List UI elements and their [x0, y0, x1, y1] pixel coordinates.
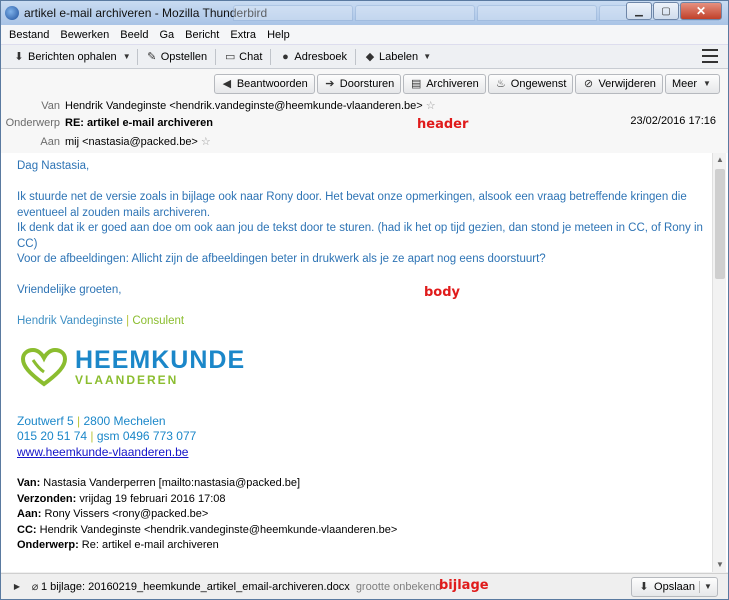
quoted-from-label: Van:	[17, 477, 41, 489]
logo-text	[75, 347, 245, 389]
app-menu-icon[interactable]	[702, 49, 718, 63]
paragraph-1: Ik stuurde net de versie zoals in bijlage ook naar Rony door. Het bevat onze opmerkingen, alsook een vraag betreffende kringen die eventueel al zouden mails archiveren.	[17, 191, 687, 219]
star-icon[interactable]: ☆	[200, 136, 211, 148]
delete-button[interactable]	[575, 74, 662, 94]
menu-extra[interactable]: Extra	[230, 28, 257, 41]
menu-beeld[interactable]: Beeld	[120, 28, 149, 41]
compose-label: Opstellen	[160, 50, 208, 63]
quoted-from-value: Nastasia Vanderperren [mailto:nastasia@packed.be]	[40, 477, 301, 489]
quoted-to-label: Aan:	[17, 508, 42, 520]
signature-line	[17, 314, 707, 330]
forward-button[interactable]	[317, 74, 401, 94]
reply-label: Beantwoorden	[236, 78, 308, 90]
from-value[interactable]: Hendrik Vandeginste <hendrik.vandeginste@heemkunde-vlaanderen.be>	[65, 99, 423, 112]
separator-pipe: |	[73, 413, 84, 428]
heemkunde-logo	[21, 336, 707, 400]
address-street: Zoutwerf 5	[17, 413, 74, 428]
subject-value: RE: artikel e-mail archiveren	[65, 117, 213, 129]
quoted-from	[17, 476, 707, 492]
subject-label: Onderwerp	[5, 117, 60, 129]
menu-bestand[interactable]: Bestand	[9, 28, 50, 41]
quoted-sent	[17, 492, 707, 508]
quoted-subject-label: Onderwerp:	[17, 539, 79, 551]
thunderbird-icon	[5, 6, 19, 20]
chevron-down-icon: ▼	[423, 51, 432, 61]
to-row	[1, 135, 211, 148]
main-toolbar	[1, 45, 728, 69]
signature-role: Consulent	[132, 315, 185, 327]
chevron-down-icon: ▼	[703, 79, 711, 88]
tag-label: Labelen	[379, 50, 419, 63]
quoted-cc-label: CC:	[17, 523, 37, 536]
quoted-cc-value: Hendrik Vandeginste <hendrik.vandeginste@heemkunde-vlaanderen.be>	[36, 523, 398, 536]
tag-button[interactable]	[360, 47, 437, 67]
compose-button[interactable]	[142, 47, 211, 67]
scroll-down-icon[interactable]: ▼	[716, 560, 724, 569]
annotation-attachment: bijlage	[439, 578, 489, 593]
star-icon[interactable]: ☆	[425, 100, 436, 112]
phone-number: 015 20 51 74	[17, 429, 88, 443]
subject-row	[1, 117, 213, 129]
quoted-sent-value: vrijdag 19 februari 2016 17:08	[76, 492, 226, 505]
scroll-up-icon[interactable]: ▲	[716, 155, 724, 164]
quoted-to-value: Rony Vissers <rony@packed.be>	[41, 508, 209, 520]
get-messages-label: Berichten ophalen	[28, 50, 117, 63]
person-icon: ●	[282, 50, 289, 63]
maximize-button[interactable]: ▢	[653, 2, 679, 20]
annotation-body: body	[424, 285, 461, 300]
junk-label: Ongewenst	[510, 78, 567, 90]
pencil-icon: ✎	[147, 50, 157, 63]
get-messages-button[interactable]	[9, 47, 121, 67]
delete-label: Verwijderen	[598, 78, 656, 90]
toolbar-separator	[355, 49, 356, 65]
more-button[interactable]	[665, 74, 720, 94]
minimize-button[interactable]: ▁	[626, 2, 652, 20]
closing: Vriendelijke groeten,	[17, 284, 122, 296]
chevron-down-icon[interactable]: ▼	[699, 581, 713, 593]
download-icon: ⬇	[639, 581, 649, 593]
message-content	[17, 159, 707, 554]
chevron-down-icon[interactable]: ▼	[122, 51, 131, 61]
attachment-label[interactable]: 1 bijlage: 20160219_heemkunde_artikel_email-archiveren.docx	[41, 580, 350, 593]
forward-label: Doorsturen	[339, 78, 395, 90]
message-body	[1, 153, 728, 572]
menu-bewerken[interactable]: Bewerken	[60, 28, 110, 41]
toolbar-separator	[270, 49, 271, 65]
toolbar-separator	[137, 49, 138, 65]
from-row	[1, 99, 436, 112]
addressbook-label: Adresboek	[294, 50, 348, 63]
chat-button[interactable]	[220, 47, 266, 67]
to-value[interactable]: mij <nastasia@packed.be>	[65, 135, 198, 148]
annotation-header: header	[417, 117, 469, 132]
chat-icon: ▭	[224, 50, 236, 63]
paperclip-icon: ⌀	[31, 580, 39, 593]
separator-pipe: |	[87, 429, 97, 443]
signature-name: Hendrik Vandeginste	[17, 315, 123, 327]
quoted-sent-label: Verzonden:	[17, 492, 77, 505]
phone-line	[17, 429, 707, 445]
separator-pipe: |	[126, 315, 133, 327]
menu-ga[interactable]: Ga	[159, 28, 175, 41]
address-city: 2800 Mechelen	[83, 413, 166, 428]
attachment-size: grootte onbekend	[355, 580, 442, 593]
message-actions	[214, 74, 720, 94]
logo-subtitle: VLAANDEREN	[75, 372, 179, 387]
website-link[interactable]: www.heemkunde-vlaanderen.be	[17, 444, 189, 459]
paragraph-2: Ik denk dat ik er goed aan doe om ook aan jou de tekst door te sturen. (had ik het op tijd gezien, dan stond je meteen in CC, of Rony in CC)	[17, 222, 703, 250]
flame-icon: ♨	[495, 78, 506, 90]
from-label: Van	[41, 99, 60, 112]
to-label: Aan	[40, 135, 60, 148]
quoted-subject	[17, 538, 707, 554]
toolbar-separator	[215, 49, 216, 65]
scrollbar-thumb[interactable]	[715, 169, 725, 279]
junk-button[interactable]	[488, 74, 574, 94]
forward-icon: ➔	[325, 78, 335, 90]
quoted-to	[17, 507, 707, 523]
archive-button[interactable]	[403, 74, 486, 94]
attachment-bar	[1, 573, 728, 599]
archive-icon: ▤	[411, 78, 422, 90]
chat-label: Chat	[239, 50, 263, 63]
menu-bericht[interactable]: Bericht	[185, 28, 220, 41]
address-line	[17, 414, 707, 430]
archive-label: Archiveren	[426, 78, 479, 90]
window-title: artikel e-mail archiveren - Mozilla Thunderbird	[24, 6, 268, 20]
greeting: Dag Nastasia,	[17, 160, 90, 172]
menu-help[interactable]: Help	[267, 28, 290, 41]
menu-bar	[1, 25, 728, 45]
heart-logo-icon	[21, 348, 67, 388]
more-label: Meer	[671, 78, 697, 90]
download-icon: ⬇	[14, 50, 24, 63]
paragraph-3: Voor de afbeeldingen: Allicht zijn de afbeeldingen beter in drukwerk als je ze apart nog eens doorstuurt?	[17, 253, 546, 265]
logo-title: HEEMKUNDE	[75, 345, 246, 374]
title-bar	[1, 1, 728, 25]
window-controls	[626, 2, 722, 20]
close-window-button[interactable]: ✕	[680, 2, 722, 20]
save-attachment-button[interactable]	[631, 577, 718, 597]
reply-icon: ◀	[222, 78, 232, 90]
body-scrollbar[interactable]	[712, 153, 726, 572]
message-date: 23/02/2016 17:16	[630, 115, 716, 127]
message-header	[1, 69, 728, 155]
delete-icon: ⊘	[583, 78, 594, 90]
quoted-subject-value: Re: artikel e-mail archiveren	[78, 539, 219, 551]
quoted-cc	[17, 523, 707, 539]
save-label: Opslaan	[654, 581, 695, 593]
addressbook-button[interactable]	[275, 47, 351, 67]
reply-button[interactable]	[214, 74, 315, 94]
tag-icon: ◆	[365, 50, 375, 63]
expand-icon[interactable]: ▶	[13, 581, 21, 591]
gsm-number: gsm 0496 773 077	[96, 429, 197, 443]
